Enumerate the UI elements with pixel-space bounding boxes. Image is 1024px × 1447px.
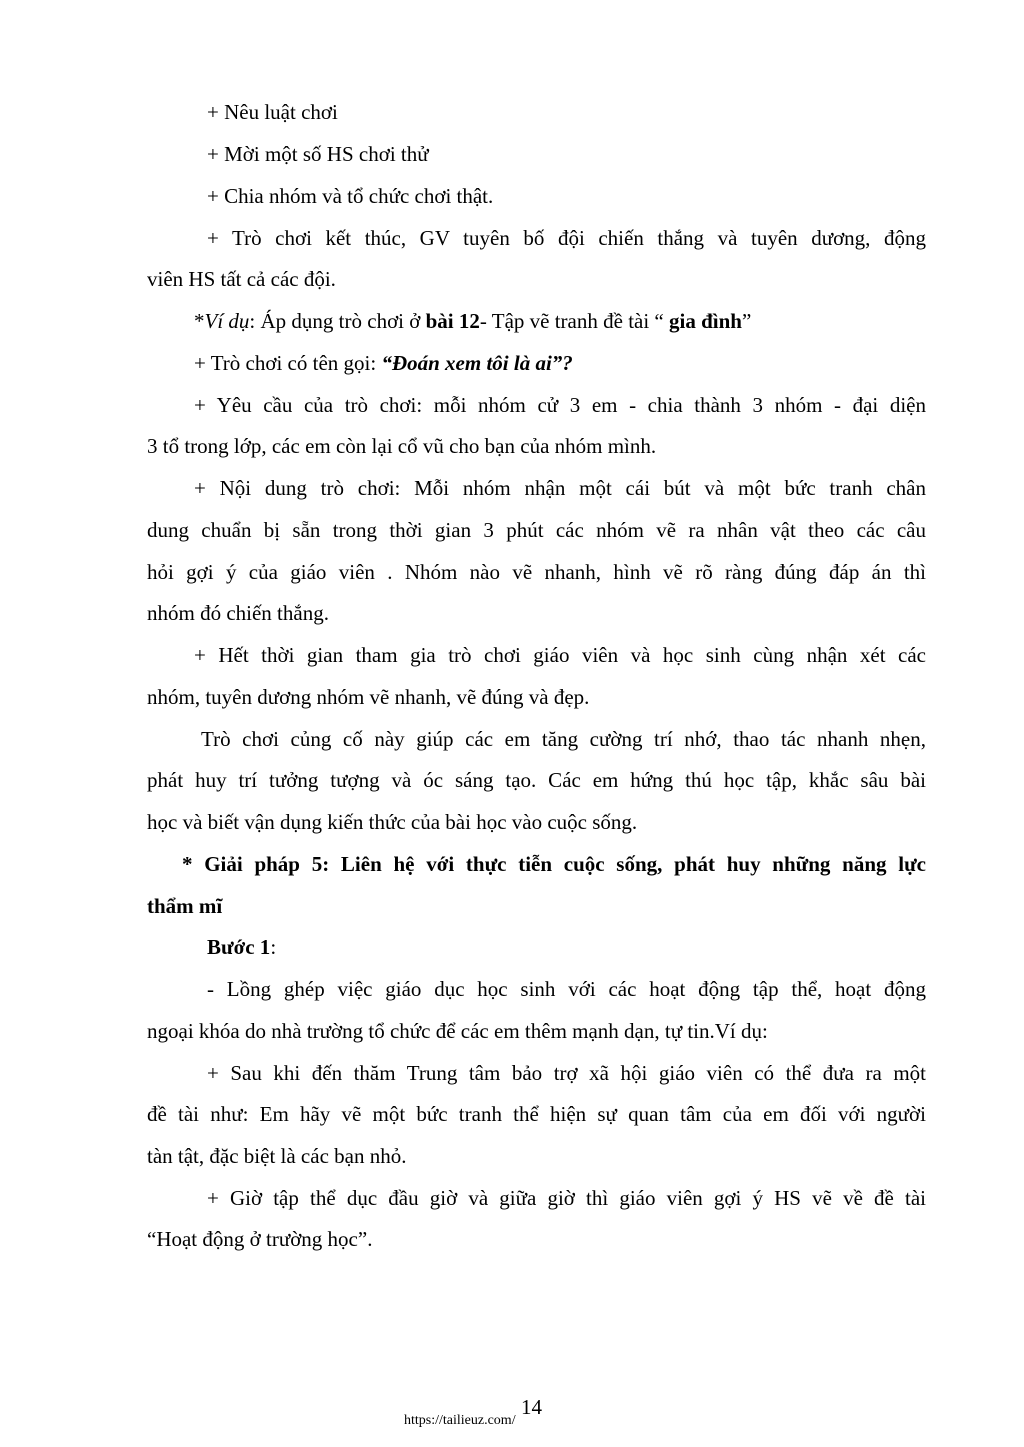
paragraph-game-name <box>194 350 573 376</box>
paragraph-invite-students: + Mời một số HS chơi thử <box>207 142 429 166</box>
paragraph-visit-line2: đề tài như: Em hãy vẽ một bức tranh thể hiện sự quan tâm của em đối với người <box>147 1102 926 1126</box>
paragraph-game-end-line2: viên HS tất cả các đội. <box>147 267 336 291</box>
example-text-b: - Tập vẽ tranh đề tài “ <box>479 309 670 333</box>
example-topic: gia đình <box>669 309 742 333</box>
step-1-heading <box>207 934 276 960</box>
step-1-colon: : <box>270 935 277 959</box>
paragraph-visit-line1: + Sau khi đến thăm Trung tâm bảo trợ xã hội giáo viên có thể đưa ra một <box>207 1061 926 1085</box>
footer-url: https://tailieuz.com/ <box>404 1413 516 1428</box>
paragraph-integration-line1: - Lồng ghép việc giáo dục học sinh với các hoạt động tập thể, hoạt động <box>207 977 926 1001</box>
paragraph-review-line1: + Hết thời gian tham gia trò chơi giáo viên và học sinh cùng nhận xét các <box>194 643 926 667</box>
section-heading-solution5-line1: * Giải pháp 5: Liên hệ với thực tiễn cuộc sống, phát huy những năng lực <box>182 852 926 876</box>
paragraph-rule-explain: + Nêu luật chơi <box>207 100 338 124</box>
example-text-c: ” <box>741 309 752 333</box>
example-text-a: : Áp dụng trò chơi ở <box>249 309 426 333</box>
game-name-prefix: + Trò chơi có tên gọi: <box>194 351 382 375</box>
example-lesson: bài 12 <box>425 309 480 333</box>
paragraph-content-line3: hỏi gợi ý của giáo viên . Nhóm nào vẽ nhanh, hình vẽ rõ ràng đúng đáp án thì <box>147 560 926 584</box>
paragraph-review-line2: nhóm, tuyên dương nhóm vẽ nhanh, vẽ đúng và đẹp. <box>147 685 590 709</box>
paragraph-requirements-line2: 3 tổ trong lớp, các em còn lại cổ vũ cho bạn của nhóm mình. <box>147 434 657 458</box>
paragraph-content-line4: nhóm đó chiến thắng. <box>147 601 329 625</box>
paragraph-visit-line3: tàn tật, đặc biệt là các bạn nhỏ. <box>147 1144 407 1168</box>
paragraph-exercise-line2: “Hoạt động ở trường học”. <box>147 1227 373 1251</box>
page-number: 14 <box>521 1395 542 1419</box>
paragraph-benefit-line3: học và biết vận dụng kiến thức của bài học vào cuộc sống. <box>147 810 638 834</box>
paragraph-benefit-line2: phát huy trí tưởng tượng và óc sáng tạo. Các em hứng thú học tập, khắc sâu bài <box>147 768 926 792</box>
game-name-title: “Đoán xem tôi là ai”? <box>381 351 573 375</box>
paragraph-split-groups: + Chia nhóm và tổ chức chơi thật. <box>207 184 494 208</box>
example-star: * <box>194 309 205 333</box>
paragraph-content-line2: dung chuẩn bị sẵn trong thời gian 3 phút các nhóm vẽ ra nhân vật theo các câu <box>147 518 926 542</box>
paragraph-integration-line2: ngoại khóa do nhà trường tổ chức để các em thêm mạnh dạn, tự tin.Ví dụ: <box>147 1019 768 1043</box>
paragraph-exercise-line1: + Giờ tập thể dục đầu giờ và giữa giờ thì giáo viên gợi ý HS vẽ về đề tài <box>207 1186 926 1210</box>
paragraph-example <box>194 308 751 334</box>
paragraph-requirements-line1: + Yêu cầu của trò chơi: mỗi nhóm cử 3 em - chia thành 3 nhóm - đại diện <box>194 393 926 417</box>
example-label: Ví dụ <box>204 309 250 333</box>
section-heading-solution5-line2: thẩm mĩ <box>147 894 223 918</box>
paragraph-benefit-line1: Trò chơi củng cố này giúp các em tăng cường trí nhớ, thao tác nhanh nhẹn, <box>201 727 926 751</box>
paragraph-content-line1: + Nội dung trò chơi: Mỗi nhóm nhận một cái bút và một bức tranh chân <box>194 476 926 500</box>
step-1-label: Bước 1 <box>207 935 271 959</box>
paragraph-game-end-line1: + Trò chơi kết thúc, GV tuyên bố đội chiến thắng và tuyên dương, động <box>207 226 926 250</box>
